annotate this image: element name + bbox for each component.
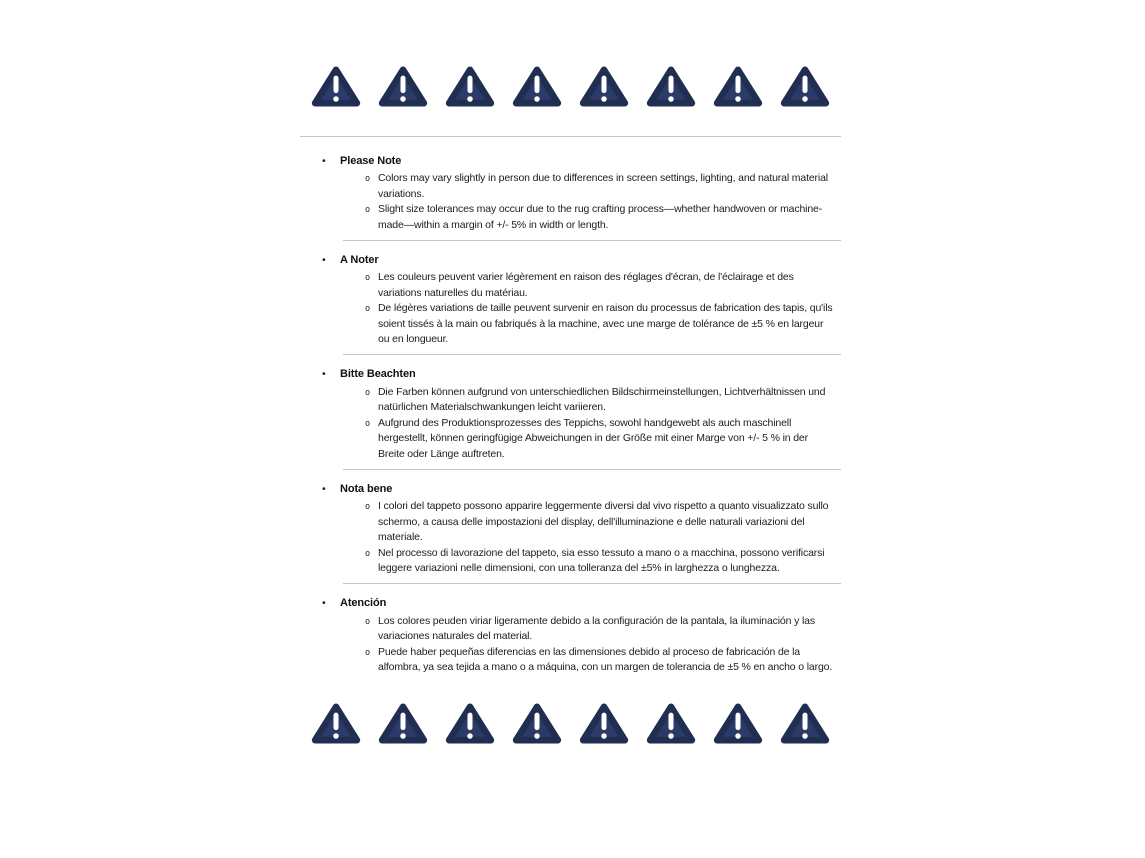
- note-item-row: [300, 645, 841, 676]
- note-item-row: [300, 270, 841, 301]
- note-item-row: [300, 171, 841, 202]
- section-heading-row: [300, 596, 841, 611]
- note-sections: [300, 154, 841, 675]
- section-items: [300, 171, 841, 233]
- note-item-row: [300, 614, 841, 645]
- sub-bullet-icon: o: [365, 205, 371, 216]
- bullet-icon: •: [322, 368, 326, 381]
- bullet-icon: •: [322, 482, 326, 495]
- warning-triangle-icon: [780, 697, 830, 750]
- document-content: [300, 0, 841, 750]
- top-divider: [300, 136, 841, 137]
- warning-triangle-icon: [512, 60, 562, 113]
- section-items: [300, 270, 841, 347]
- sub-bullet-icon: o: [365, 273, 371, 284]
- note-item-text: I colori del tappeto possono apparire leggermente diversi dal vivo rispetto a quanto visualizzato sullo schermo, a causa delle impostazioni del display, dell'illuminazione e delle naturali variazioni del materiale.: [378, 500, 829, 544]
- note-item-row: [300, 202, 841, 233]
- section-heading-row: [300, 482, 841, 497]
- sub-bullet-icon: o: [365, 174, 371, 185]
- sub-bullet-icon: o: [365, 418, 371, 429]
- section-items: [300, 614, 841, 676]
- note-section: [300, 596, 841, 675]
- note-section: [300, 253, 841, 355]
- section-heading-row: [300, 253, 841, 268]
- note-item-text: Puede haber pequeñas diferencias en las dimensiones debido al proceso de fabricación de la alfombra, ya sea tejida a mano o a máquina, con un margen de tolerancia de ±5 % en ancho o largo.: [378, 645, 833, 673]
- note-section: [300, 154, 841, 241]
- section-items: [300, 499, 841, 576]
- note-item-text: Slight size tolerances may occur due to the rug crafting process—whether handwoven or machine-made—within a margin of +/- 5% in width or length.: [378, 203, 823, 231]
- note-item-row: [300, 416, 841, 462]
- warning-triangle-icon: [445, 60, 495, 113]
- warning-triangle-icon: [646, 697, 696, 750]
- warning-triangle-icon: [713, 60, 763, 113]
- note-item-text: Los colores peuden viriar ligeramente debido a la configuración de la pantala, la iluminación y las variaciones naturales del material.: [378, 614, 815, 643]
- warning-triangle-icon: [780, 60, 830, 113]
- sub-bullet-icon: o: [365, 387, 371, 398]
- section-heading-row: [300, 154, 841, 169]
- note-item-text: Nel processo di lavorazione del tappeto, sia esso tessuto a mano o a macchina, possono verificarsi leggere variazioni nelle dimensioni, con una tolleranza del ±5% in larghezza o lunghezza.: [378, 546, 825, 574]
- warning-triangle-icon: [713, 697, 763, 750]
- warning-triangle-icon: [646, 60, 696, 113]
- sub-bullet-icon: o: [365, 304, 371, 315]
- warning-triangle-icon: [445, 697, 495, 750]
- section-divider: [343, 583, 841, 584]
- section-heading: Nota bene: [340, 482, 393, 495]
- warning-triangle-icon: [378, 60, 428, 113]
- section-divider: [343, 469, 841, 470]
- warning-triangle-row-top: [300, 59, 841, 113]
- warning-triangle-icon: [311, 697, 361, 750]
- note-item-row: [300, 301, 841, 347]
- warning-triangle-icon: [311, 60, 361, 113]
- sub-bullet-icon: o: [365, 647, 371, 658]
- note-item-row: [300, 385, 841, 416]
- note-item-text: Les couleurs peuvent varier légèrement en raison des réglages d'écran, de l'éclairage et des variations naturelles du matériau.: [378, 271, 794, 299]
- note-section: [300, 482, 841, 584]
- section-heading-row: [300, 367, 841, 382]
- sub-bullet-icon: o: [365, 502, 371, 513]
- sub-bullet-icon: o: [365, 616, 371, 627]
- warning-triangle-icon: [512, 697, 562, 750]
- section-divider: [343, 354, 841, 355]
- sub-bullet-icon: o: [365, 548, 371, 559]
- note-item-text: De légères variations de taille peuvent survenir en raison du processus de fabrication des tapis, qu'ils soient tissés à la main ou fabriqués à la machine, avec une marge de tolérance de ±5 % en largeur ou en longueur.: [378, 302, 833, 346]
- warning-triangle-icon: [378, 697, 428, 750]
- section-heading: Atención: [340, 597, 387, 610]
- note-item-text: Colors may vary slightly in person due to differences in screen settings, lighting, and natural material variations.: [378, 172, 828, 200]
- note-item-row: [300, 546, 841, 577]
- section-divider: [343, 240, 841, 241]
- note-item-text: Die Farben können aufgrund von unterschiedlichen Bildschirmeinstellungen, Lichtverhältnissen und natürlichen Materialschwankungen leicht variieren.: [378, 385, 826, 414]
- bullet-icon: •: [322, 597, 326, 610]
- section-heading: A Noter: [340, 254, 379, 267]
- section-heading: Please Note: [340, 155, 402, 167]
- bullet-icon: •: [322, 155, 326, 167]
- bullet-icon: •: [322, 254, 326, 267]
- section-heading: Bitte Beachten: [340, 368, 416, 381]
- note-section: [300, 367, 841, 469]
- note-item-row: [300, 499, 841, 545]
- warning-triangle-icon: [579, 697, 629, 750]
- note-item-text: Aufgrund des Produktionsprozesses des Teppichs, sowohl handgewebt als auch maschinell hergestellt, können geringfügige Abweichungen in der Größe mit einer Marge von +/- 5 % in der Breite oder Länge auftreten.: [378, 416, 808, 460]
- warning-triangle-icon: [579, 60, 629, 113]
- warning-triangle-row-bottom: [300, 696, 841, 750]
- section-items: [300, 385, 841, 462]
